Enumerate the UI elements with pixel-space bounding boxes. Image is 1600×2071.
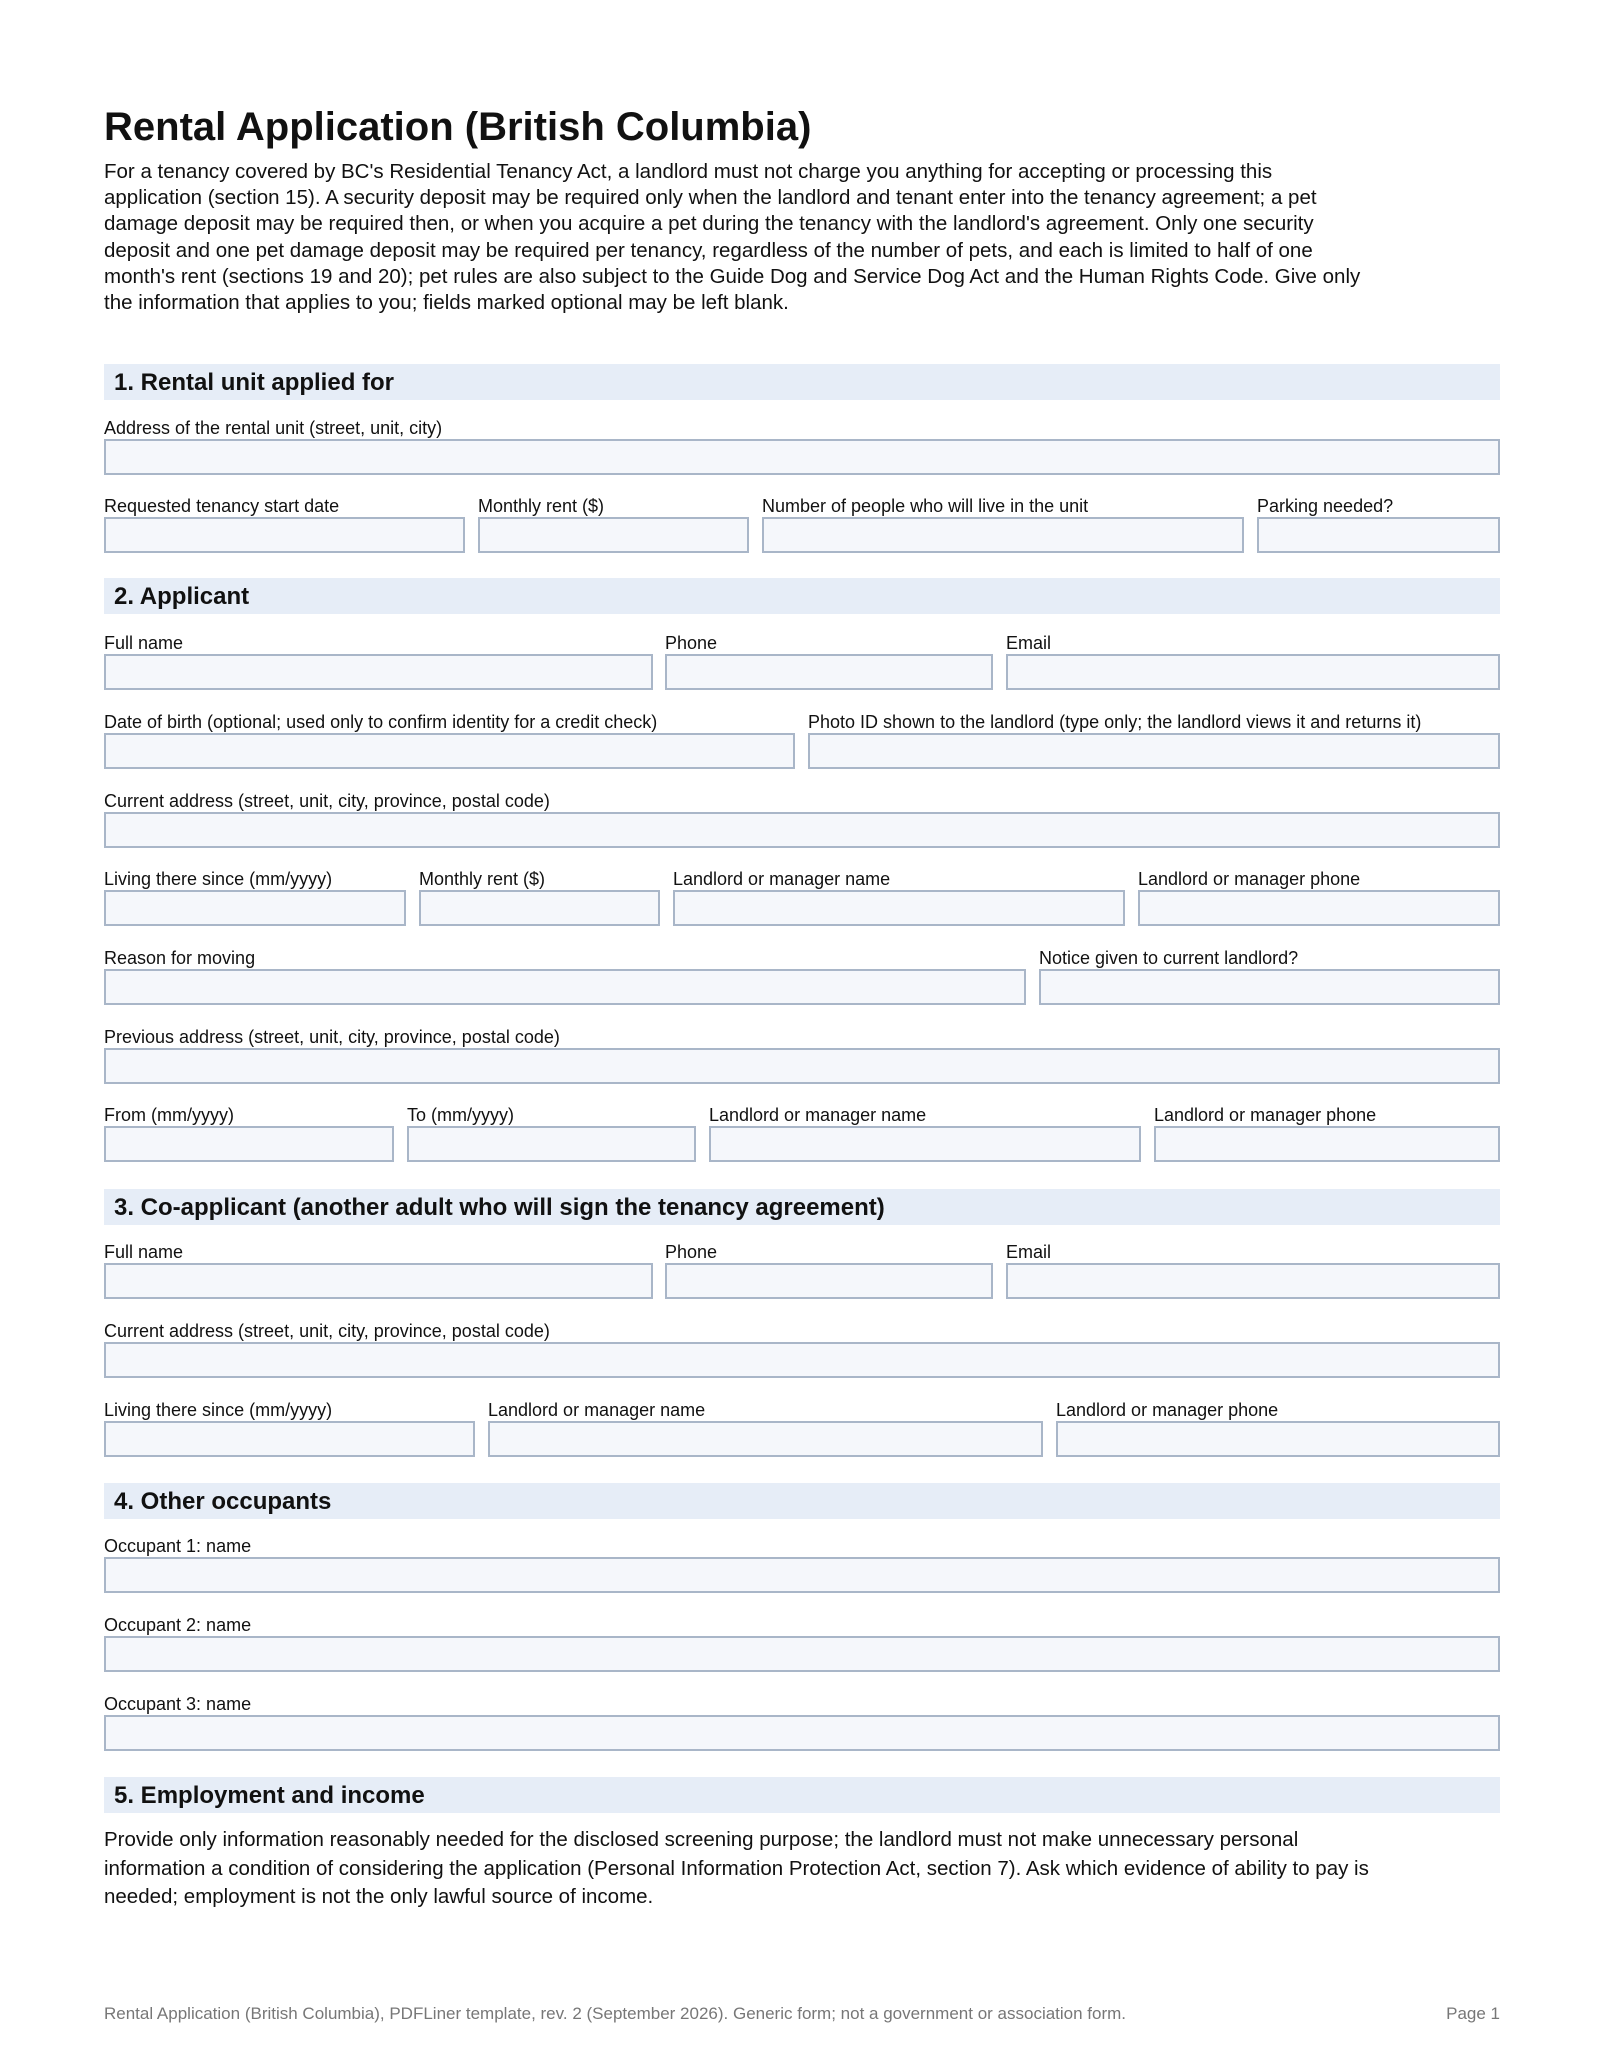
applicant-phone-input[interactable] <box>665 654 993 690</box>
field-parking <box>1257 496 1500 555</box>
field-label: Occupant 1: name <box>104 1536 252 1556</box>
applicant-landlord-name-input[interactable] <box>673 890 1125 926</box>
field-label: Landlord or manager phone <box>1056 1400 1279 1420</box>
field-label: Notice given to current landlord? <box>1039 948 1299 968</box>
field-label: Landlord or manager phone <box>1154 1105 1377 1125</box>
section-header-co-applicant <box>104 1189 1500 1225</box>
section-header-other-occupants <box>104 1483 1500 1519</box>
field-applicant-current-address <box>104 791 1500 850</box>
field-label: Monthly rent ($) <box>419 869 546 889</box>
intro-paragraph: For a tenancy covered by BC's Residential Tenancy Act, a landlord must not charge you anything for accepting or processing this application (section 15). A security deposit may be required only when the landlord and tenant enter into the tenancy agreement; a pet damage deposit may be required then, or when you acquire a pet during the tenancy with the landlord's agreement. Only one security deposit and one pet damage deposit may be required per tenancy, regardless of the number of pets, and each is limited to half of one month's rent (sections 19 and 20); pet rules are also subject to the Guide Dog and Service Dog Act and the Human Rights Code. Give only the information that applies to you; fields marked optional may be left blank. <box>104 160 1361 315</box>
field-label: Occupant 2: name <box>104 1615 252 1635</box>
unit-address-input[interactable] <box>104 439 1500 475</box>
co-current-address-input[interactable] <box>104 1342 1500 1378</box>
applicant-current-address-input[interactable] <box>104 812 1500 848</box>
field-label: Photo ID shown to the landlord (type only; the landlord views it and returns it) <box>808 712 1422 732</box>
field-occupant-2 <box>104 1615 1500 1674</box>
applicant-email-input[interactable] <box>1006 654 1500 690</box>
field-co-landlord-name <box>488 1400 1043 1459</box>
section-title: 1. Rental unit applied for <box>114 369 395 396</box>
field-applicant-full-name <box>104 633 653 692</box>
field-label: Living there since (mm/yyyy) <box>104 1400 333 1420</box>
field-label: Full name <box>104 633 184 653</box>
field-label: Landlord or manager name <box>709 1105 927 1125</box>
field-occupant-3 <box>104 1694 1500 1753</box>
monthly-rent-input[interactable] <box>478 517 749 553</box>
field-label: Email <box>1006 1242 1052 1262</box>
page-number: Page 1 <box>1446 2004 1500 2023</box>
field-co-email <box>1006 1242 1500 1301</box>
field-previous-to <box>407 1105 696 1164</box>
field-label: Address of the rental unit (street, unit, city) <box>104 418 443 438</box>
field-applicant-phone <box>665 633 993 692</box>
occupant-1-input[interactable] <box>104 1557 1500 1593</box>
applicant-landlord-phone-input[interactable] <box>1138 890 1500 926</box>
co-living-since-input[interactable] <box>104 1421 475 1457</box>
applicant-current-rent-input[interactable] <box>419 890 660 926</box>
field-notice-given <box>1039 948 1500 1007</box>
field-reason-moving <box>104 948 1026 1007</box>
occupant-2-input[interactable] <box>104 1636 1500 1672</box>
field-occupant-1 <box>104 1536 1500 1595</box>
num-people-input[interactable] <box>762 517 1244 553</box>
section-title: 2. Applicant <box>114 583 250 610</box>
previous-to-input[interactable] <box>407 1126 696 1162</box>
previous-from-input[interactable] <box>104 1126 394 1162</box>
section-title: 4. Other occupants <box>114 1488 332 1515</box>
field-applicant-current-rent <box>419 869 660 928</box>
section-header-rental-unit <box>104 364 1500 400</box>
previous-landlord-name-input[interactable] <box>709 1126 1141 1162</box>
field-applicant-living-since <box>104 869 406 928</box>
co-full-name-input[interactable] <box>104 1263 653 1299</box>
field-label: Previous address (street, unit, city, province, postal code) <box>104 1027 560 1047</box>
field-co-landlord-phone <box>1056 1400 1500 1459</box>
field-co-phone <box>665 1242 993 1301</box>
field-applicant-photo-id <box>808 712 1500 771</box>
field-label: Occupant 3: name <box>104 1694 252 1714</box>
co-landlord-name-input[interactable] <box>488 1421 1043 1457</box>
field-applicant-landlord-phone <box>1138 869 1500 928</box>
section-header-applicant <box>104 578 1500 614</box>
field-label: From (mm/yyyy) <box>104 1105 234 1125</box>
field-label: Landlord or manager name <box>488 1400 706 1420</box>
co-email-input[interactable] <box>1006 1263 1500 1299</box>
field-label: Parking needed? <box>1257 496 1394 516</box>
field-label: Phone <box>665 1242 718 1262</box>
section-title: 5. Employment and income <box>114 1782 425 1809</box>
notice-given-input[interactable] <box>1039 969 1500 1005</box>
applicant-dob-input[interactable] <box>104 733 795 769</box>
applicant-full-name-input[interactable] <box>104 654 653 690</box>
field-co-living-since <box>104 1400 475 1459</box>
reason-moving-input[interactable] <box>104 969 1026 1005</box>
page-title: Rental Application (British Columbia) <box>104 105 812 149</box>
applicant-photo-id-input[interactable] <box>808 733 1500 769</box>
field-applicant-dob <box>104 712 795 771</box>
field-label: Landlord or manager phone <box>1138 869 1361 889</box>
field-previous-landlord-phone <box>1154 1105 1500 1164</box>
occupant-3-input[interactable] <box>104 1715 1500 1751</box>
field-applicant-email <box>1006 633 1500 692</box>
employment-note: Provide only information reasonably needed for the disclosed screening purpose; the landlord must not make unnecessary personal information a condition of considering the application (Personal Information Protection Act, section 7). Ask which evidence of ability to pay is needed; employment is not the only lawful source of income. <box>104 1828 1369 1908</box>
field-applicant-landlord-name <box>673 869 1125 928</box>
field-previous-address <box>104 1027 1500 1086</box>
previous-address-input[interactable] <box>104 1048 1500 1084</box>
footer-text: Rental Application (British Columbia), PDFLiner template, rev. 2 (September 2026). Generic form; not a government or association form. <box>104 2004 1127 2023</box>
section-title: 3. Co-applicant (another adult who will sign the tenancy agreement) <box>114 1194 885 1221</box>
parking-input[interactable] <box>1257 517 1500 553</box>
field-start-date <box>104 496 465 555</box>
co-landlord-phone-input[interactable] <box>1056 1421 1500 1457</box>
co-phone-input[interactable] <box>665 1263 993 1299</box>
field-label: Number of people who will live in the unit <box>762 496 1089 516</box>
field-label: Phone <box>665 633 718 653</box>
field-previous-landlord-name <box>709 1105 1141 1164</box>
field-label: Monthly rent ($) <box>478 496 605 516</box>
field-previous-from <box>104 1105 394 1164</box>
field-co-full-name <box>104 1242 653 1301</box>
field-num-people <box>762 496 1244 555</box>
field-label: To (mm/yyyy) <box>407 1105 514 1125</box>
field-label: Email <box>1006 633 1052 653</box>
field-monthly-rent <box>478 496 749 555</box>
field-label: Date of birth (optional; used only to confirm identity for a credit check) <box>104 712 658 732</box>
field-label: Landlord or manager name <box>673 869 891 889</box>
field-label: Full name <box>104 1242 184 1262</box>
start-date-input[interactable] <box>104 517 465 553</box>
applicant-living-since-input[interactable] <box>104 890 406 926</box>
field-unit-address <box>104 418 1500 477</box>
field-label: Reason for moving <box>104 948 256 968</box>
field-label: Requested tenancy start date <box>104 496 340 516</box>
field-label: Current address (street, unit, city, province, postal code) <box>104 791 550 811</box>
field-co-current-address <box>104 1321 1500 1380</box>
previous-landlord-phone-input[interactable] <box>1154 1126 1500 1162</box>
field-label: Living there since (mm/yyyy) <box>104 869 333 889</box>
field-label: Current address (street, unit, city, province, postal code) <box>104 1321 550 1341</box>
section-header-employment <box>104 1777 1500 1813</box>
